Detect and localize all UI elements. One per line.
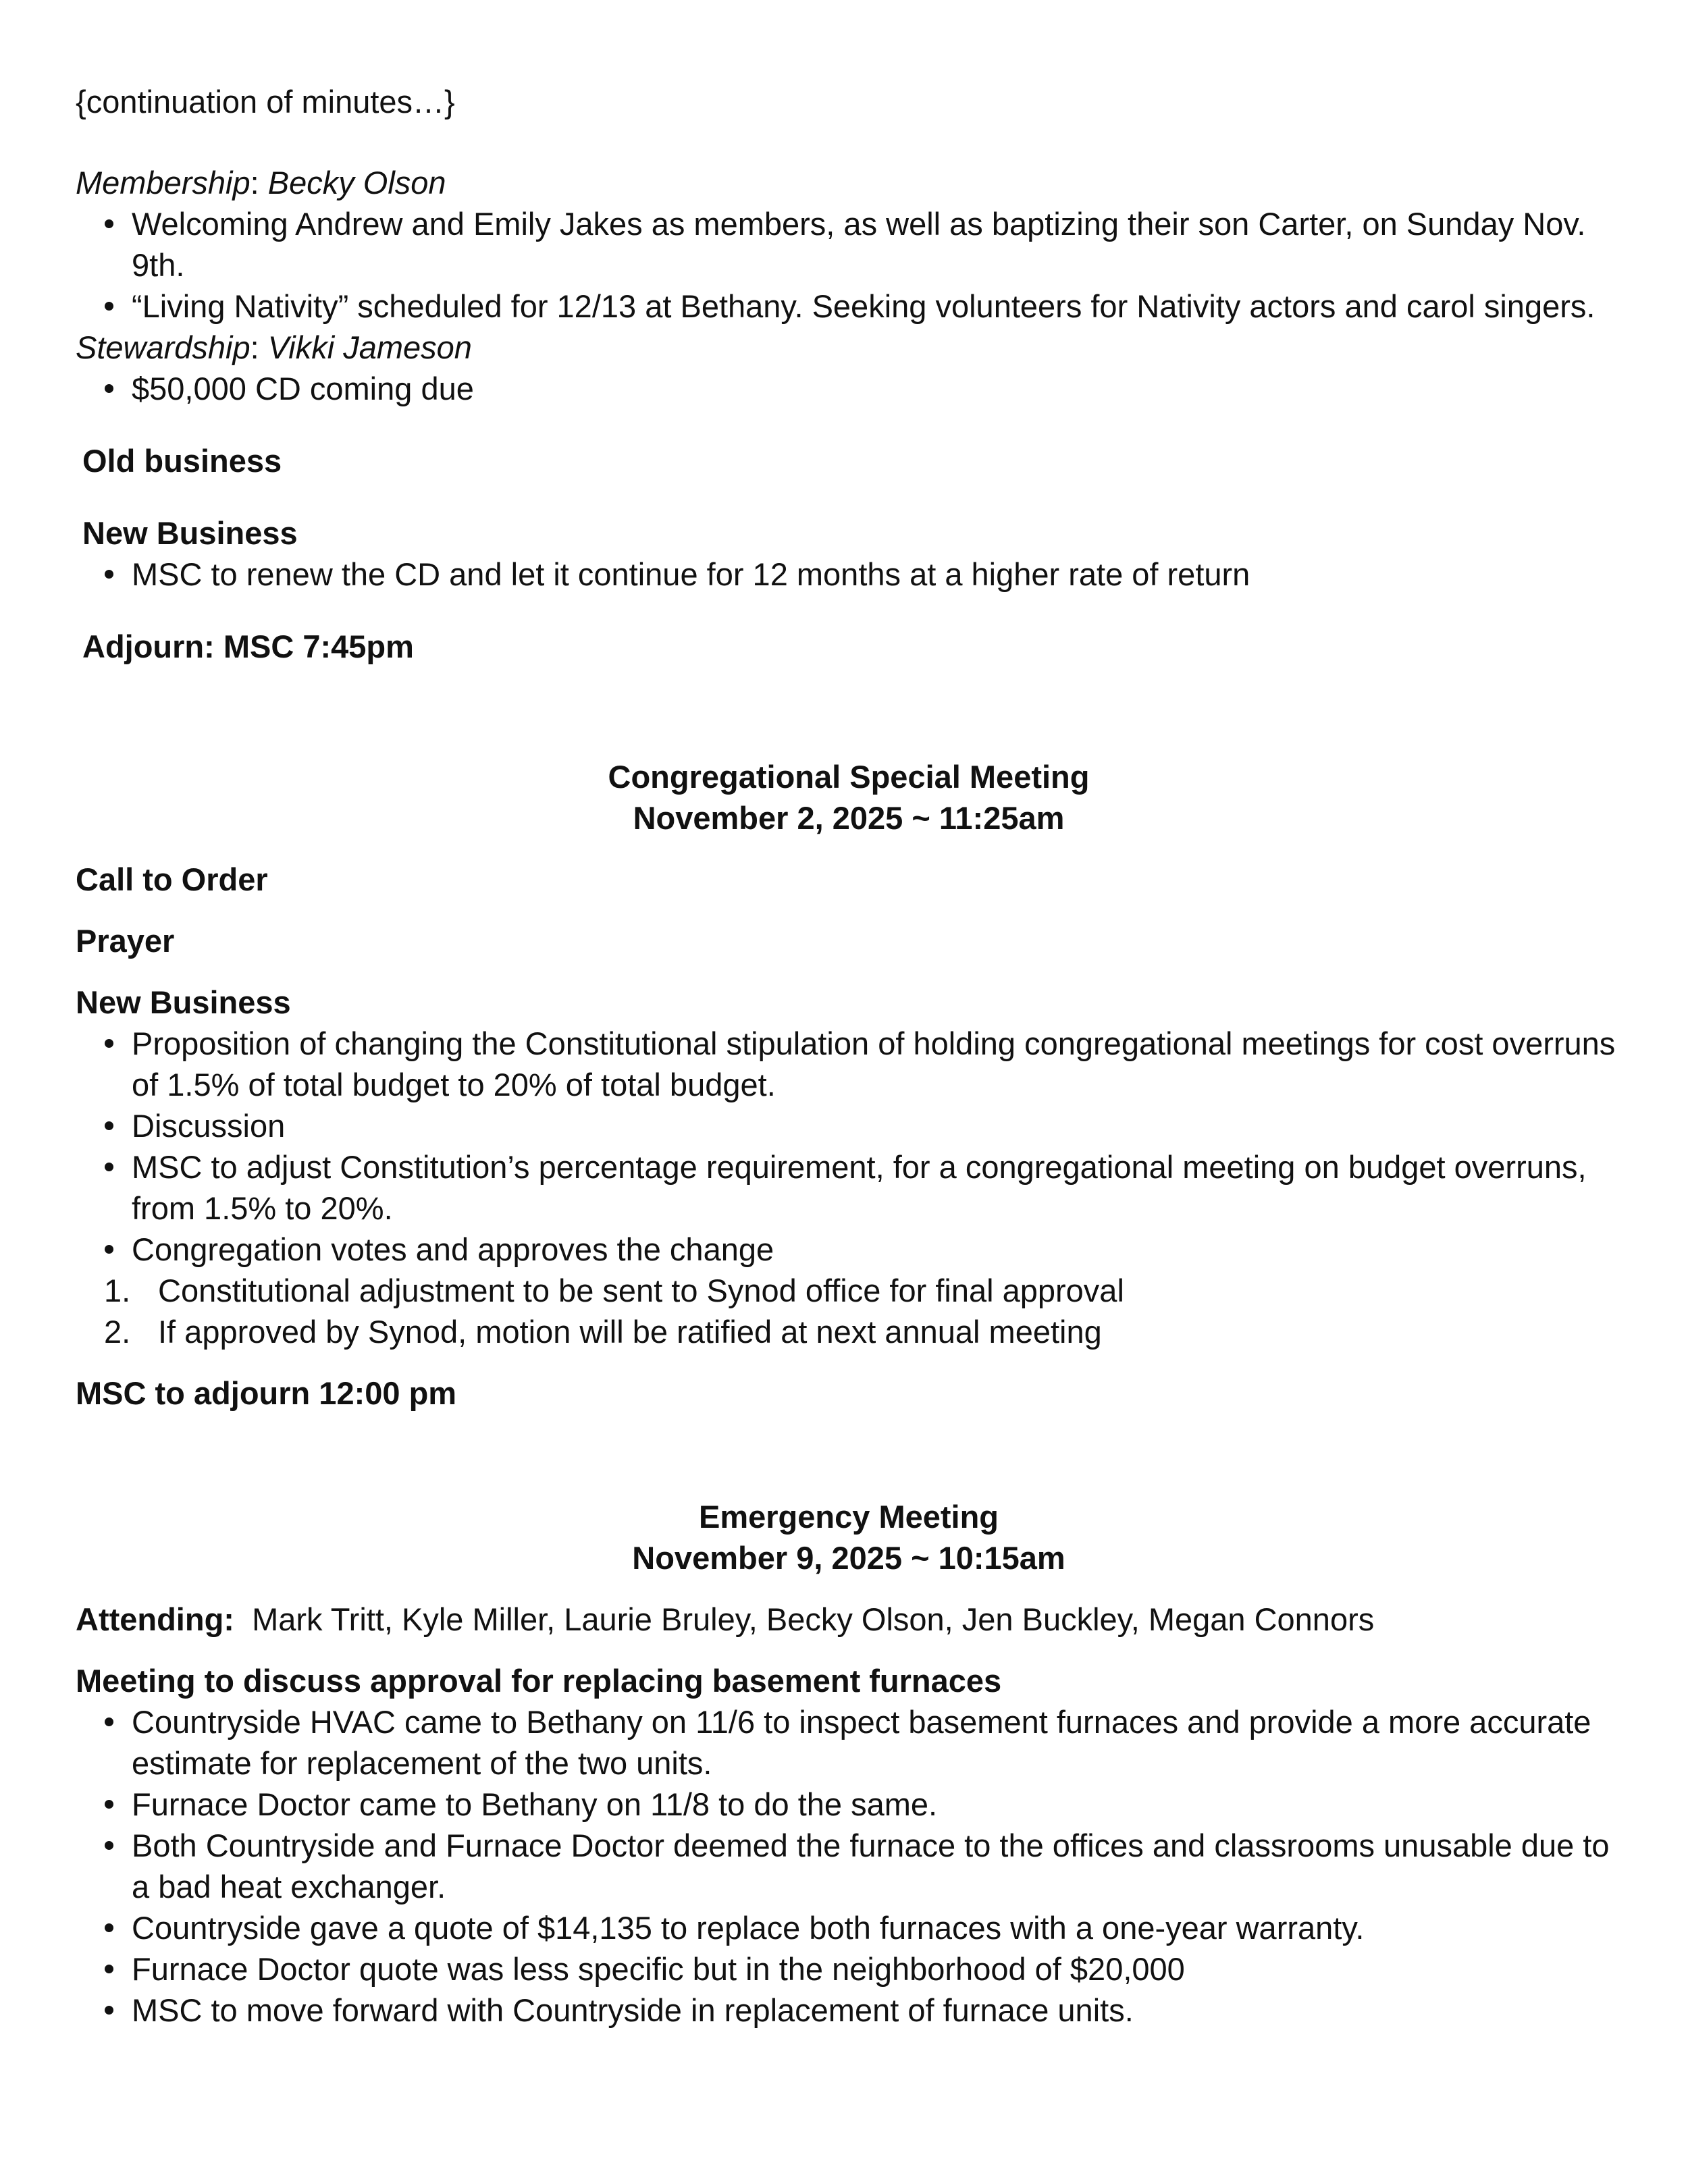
list-item: Countryside gave a quote of $14,135 to replace both furnaces with a one-year warranty. [132,1907,1622,1948]
membership-list [76,203,1622,327]
adjourn-line: Adjourn: MSC 7:45pm [82,629,414,664]
stewardship-heading [76,327,1622,368]
list-item: Welcoming Andrew and Emily Jakes as members, as well as baptizing their son Carter, on Sunday Nov. 9th. [132,203,1622,286]
attending-line [76,1599,1622,1640]
new-business-list [76,554,1622,595]
numbered-item [76,1311,1622,1352]
continuation-note: {continuation of minutes…} [76,84,455,119]
list-item: “Living Nativity” scheduled for 12/13 at Bethany. Seeking volunteers for Nativity actors and carol singers. [132,286,1622,327]
item-text: Constitutional adjustment to be sent to Synod office for final approval [158,1273,1124,1308]
minutes-document [76,81,1622,2031]
stewardship-separator: : [250,329,259,365]
membership-heading [76,162,1622,203]
special-new-business-list [76,1023,1622,1270]
special-new-business-heading: New Business [76,984,291,1020]
list-item: Discussion [132,1105,1622,1146]
special-meeting-title: Congregational Special Meeting [608,759,1090,795]
membership-label: Membership [76,165,250,201]
item-number: 2. [104,1314,131,1350]
old-business-heading: Old business [82,443,282,479]
list-item: MSC to renew the CD and let it continue for 12 months at a higher rate of return [132,554,1622,595]
new-business-heading: New Business [82,515,298,551]
stewardship-list [76,368,1622,409]
emergency-meeting-title: Emergency Meeting [698,1499,999,1535]
list-item: $50,000 CD coming due [132,368,1622,409]
item-number: 1. [104,1273,131,1308]
prayer-heading: Prayer [76,923,175,959]
special-adjourn-line: MSC to adjourn 12:00 pm [76,1375,457,1411]
list-item: Congregation votes and approves the change [132,1229,1622,1270]
membership-separator: : [250,165,259,201]
furnace-discussion-heading: Meeting to discuss approval for replacing basement furnaces [76,1663,1002,1699]
list-item: Furnace Doctor quote was less specific but in the neighborhood of $20,000 [132,1948,1622,1990]
special-numbered-list [76,1270,1622,1352]
list-item: Both Countryside and Furnace Doctor deemed the furnace to the offices and classrooms unusable due to a bad heat exchanger. [132,1825,1622,1907]
list-item: Countryside HVAC came to Bethany on 11/6 to inspect basement furnaces and provide a more accurate estimate for replacement of the two units. [132,1701,1622,1784]
item-text: If approved by Synod, motion will be ratified at next annual meeting [158,1314,1102,1350]
list-item: Furnace Doctor came to Bethany on 11/8 to do the same. [132,1784,1622,1825]
call-to-order-heading: Call to Order [76,861,268,897]
furnace-discussion-list [76,1701,1622,2031]
list-item: Proposition of changing the Constitutional stipulation of holding congregational meetings for cost overruns of 1.5% of total budget to 20% of total budget. [132,1023,1622,1105]
emergency-meeting-date: November 9, 2025 ~ 10:15am [632,1540,1065,1576]
list-item: MSC to move forward with Countryside in replacement of furnace units. [132,1990,1622,2031]
list-item: MSC to adjust Constitution’s percentage requirement, for a congregational meeting on budget overruns, from 1.5% to 20%. [132,1146,1622,1229]
numbered-item [76,1270,1622,1311]
stewardship-name: Vikki Jameson [259,329,472,365]
stewardship-label: Stewardship [76,329,250,365]
membership-name: Becky Olson [259,165,446,201]
attending-label: Attending: [76,1601,234,1637]
attending-names: Mark Tritt, Kyle Miller, Laurie Bruley, Becky Olson, Jen Buckley, Megan Connors [252,1601,1375,1637]
special-meeting-date: November 2, 2025 ~ 11:25am [633,800,1065,836]
